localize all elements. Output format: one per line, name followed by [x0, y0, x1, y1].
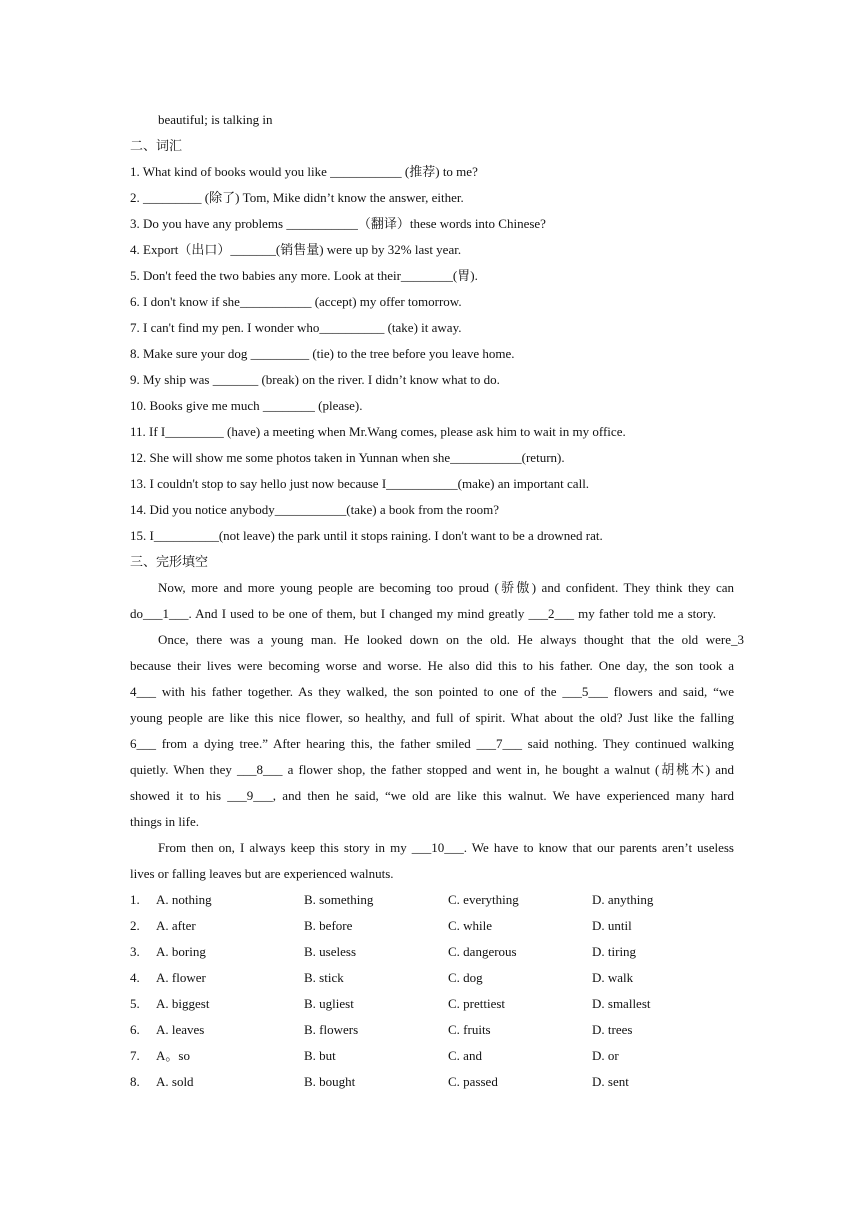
option-b: B. before	[304, 918, 353, 933]
option-a: A. nothing	[156, 892, 212, 907]
vocab-item: 6. I don't know if she___________ (accept) my offer tomorrow.	[130, 294, 462, 309]
option-d: D. tiring	[592, 944, 637, 959]
option-row	[130, 1021, 734, 1039]
passage-line: lives or falling leaves but are experienced walnuts.	[130, 866, 394, 881]
option-c: C. dangerous	[448, 944, 517, 959]
vocab-item: 4. Export（出口）_______(销售量) were up by 32% last year.	[130, 242, 462, 257]
option-a: A. sold	[156, 1074, 194, 1089]
option-b: B. bought	[304, 1074, 356, 1089]
vocab-item: 10. Books give me much ________ (please).	[130, 398, 363, 413]
option-c: C. prettiest	[448, 996, 506, 1011]
option-a: A. leaves	[156, 1022, 205, 1037]
cloze-heading: 三、完形填空	[130, 554, 209, 569]
option-number: 7.	[130, 1048, 140, 1063]
vocab-item: 13. I couldn't stop to say hello just now because I___________(make) an important call.	[130, 476, 590, 491]
option-row	[130, 943, 734, 961]
option-a: A. biggest	[156, 996, 210, 1011]
option-number: 8.	[130, 1074, 140, 1089]
option-number: 1.	[130, 892, 140, 907]
option-row	[130, 1047, 734, 1065]
option-row	[130, 917, 734, 935]
option-number: 3.	[130, 944, 140, 959]
option-a: A. flower	[156, 970, 206, 985]
vocab-item: 11. If I_________ (have) a meeting when Mr.Wang comes, please ask him to wait in my office.	[130, 424, 626, 439]
passage-line: 6___ from a dying tree.” After hearing this, the father smiled ___7___ said nothing. They continued walking	[130, 736, 734, 751]
option-d: D. anything	[592, 892, 654, 907]
vocab-item: 5. Don't feed the two babies any more. Look at their________(胃).	[130, 268, 478, 283]
option-d: D. smallest	[592, 996, 651, 1011]
option-number: 4.	[130, 970, 140, 985]
option-d: D. walk	[592, 970, 634, 985]
option-c: C. while	[448, 918, 493, 933]
option-d: D. until	[592, 918, 632, 933]
option-number: 2.	[130, 918, 140, 933]
passage-line: because their lives were becoming worse and worse. He also did this to his father. One day, the son took a	[130, 658, 734, 673]
passage-line: From then on, I always keep this story in my ___10___. We have to know that our parents aren’t useless	[158, 840, 734, 855]
passage-line: young people are like this nice flower, so healthy, and full of spirit. What about the old? Just like the falling	[130, 710, 734, 725]
vocab-item: 7. I can't find my pen. I wonder who__________ (take) it away.	[130, 320, 462, 335]
passage-line: quietly. When they ___8___ a flower shop, the father stopped and went in, he bought a walnut (胡桃木) and	[130, 762, 734, 777]
passage-line: 4___ with his father together. As they walked, the son pointed to one of the ___5___ flowers and said, “we	[130, 684, 734, 699]
vocab-item: 9. My ship was _______ (break) on the river. I didn’t know what to do.	[130, 372, 500, 387]
option-c: C. everything	[448, 892, 519, 907]
option-number: 5.	[130, 996, 140, 1011]
option-row	[130, 891, 734, 909]
option-b: B. stick	[304, 970, 344, 985]
passage-line: things in life.	[130, 814, 199, 829]
passage-line: Now, more and more young people are becoming too proud (骄傲) and confident. They think they can	[158, 580, 734, 595]
vocab-item: 15. I__________(not leave) the park until it stops raining. I don't want to be a drowned rat.	[130, 528, 603, 543]
option-row	[130, 995, 734, 1013]
option-c: C. passed	[448, 1074, 498, 1089]
vocab-item: 1. What kind of books would you like ___________ (推荐) to me?	[130, 164, 478, 179]
top-fragment: beautiful; is talking in	[158, 112, 273, 127]
option-row	[130, 1073, 734, 1091]
option-b: B. useless	[304, 944, 356, 959]
vocab-item: 3. Do you have any problems ___________（翻译）these words into Chinese?	[130, 216, 546, 231]
option-d: D. trees	[592, 1022, 633, 1037]
option-a: A. after	[156, 918, 196, 933]
option-b: B. something	[304, 892, 374, 907]
option-c: C. dog	[448, 970, 483, 985]
option-a: A. boring	[156, 944, 206, 959]
option-c: C. and	[448, 1048, 482, 1063]
vocab-item: 12. She will show me some photos taken in Yunnan when she___________(return).	[130, 450, 565, 465]
option-c: C. fruits	[448, 1022, 491, 1037]
option-row	[130, 969, 734, 987]
option-b: B. ugliest	[304, 996, 354, 1011]
passage-line: do___1___. And I used to be one of them, but I changed my mind greatly ___2___ my father told me a story.	[130, 606, 716, 621]
vocab-item: 8. Make sure your dog _________ (tie) to the tree before you leave home.	[130, 346, 515, 361]
option-d: D. sent	[592, 1074, 629, 1089]
vocab-item: 14. Did you notice anybody___________(take) a book from the room?	[130, 502, 499, 517]
passage-line: showed it to his ___9___, and then he said, “we old are like this walnut. We have experienced many hard	[130, 788, 734, 803]
option-b: B. flowers	[304, 1022, 359, 1037]
option-number: 6.	[130, 1022, 140, 1037]
vocab-heading: 二、词汇	[130, 138, 183, 153]
option-b: B. but	[304, 1048, 336, 1063]
option-d: D. or	[592, 1048, 619, 1063]
passage-line: Once, there was a young man. He looked down on the old. He always thought that the old were_3	[158, 632, 744, 647]
vocab-item: 2. _________ (除了) Tom, Mike didn’t know the answer, either.	[130, 190, 464, 205]
option-a: A。so	[156, 1048, 190, 1063]
